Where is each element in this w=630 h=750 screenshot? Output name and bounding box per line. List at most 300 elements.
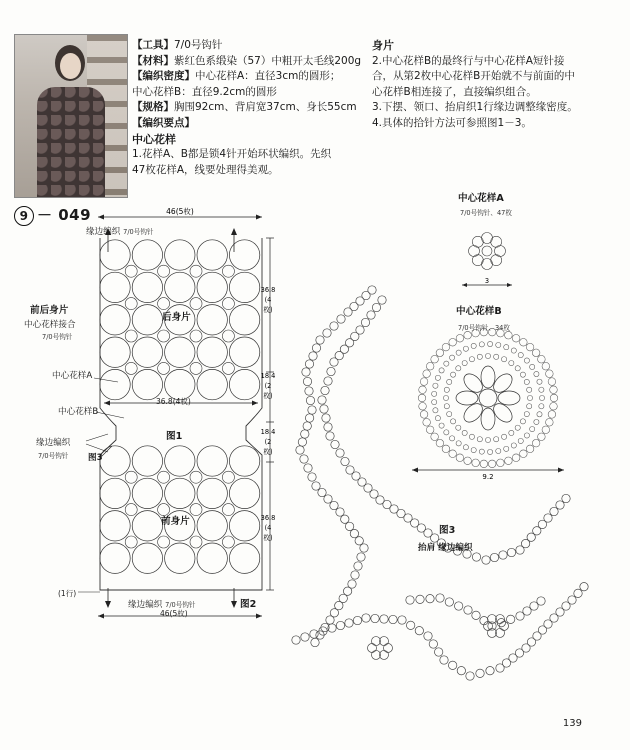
motif-b-ring-stitch <box>534 419 539 424</box>
motif-b-ring-stitch <box>501 434 506 439</box>
edging-loop <box>398 616 406 624</box>
edging-loop <box>337 315 345 323</box>
motif-b-ring-stitch <box>463 445 468 450</box>
edging-loop <box>367 311 375 319</box>
motif-b-ring-stitch <box>538 433 546 441</box>
back-motif-b <box>132 337 162 367</box>
back-motif-b <box>229 305 259 335</box>
right-dim-1-paren: (4 <box>264 296 272 304</box>
right-dim-2-unit: 枚) <box>263 392 273 400</box>
back-motif-a <box>190 330 202 342</box>
motif-b-info: 7/0号钩针、34枚 <box>458 324 510 332</box>
motif-b-ring-stitch <box>511 348 516 353</box>
edging-loop <box>415 626 423 634</box>
front-motif-a <box>125 471 137 483</box>
motif-b-ring-stitch <box>444 404 449 409</box>
motif-b-ring-stitch <box>462 430 467 435</box>
motif-b-ring-stitch <box>469 434 474 439</box>
back-motif-b <box>197 305 227 335</box>
motif-b-title: 中心花样B <box>456 306 502 317</box>
motif-b-ring-stitch <box>505 331 513 339</box>
body-line-2: 合，从第2枚中心花样B开始就不与前面的中 <box>372 70 575 83</box>
edging-loop <box>341 457 349 465</box>
edging-loop <box>336 621 344 629</box>
front-motif-a <box>158 471 170 483</box>
back-motif-b <box>197 240 227 270</box>
motif-b-ring-stitch <box>439 423 444 428</box>
motif-b-ring-stitch <box>527 404 532 409</box>
motif-a-diagram <box>469 233 506 270</box>
motif-b-ring-stitch <box>420 411 428 419</box>
edging-loop <box>323 329 331 337</box>
edging-loop <box>318 396 326 404</box>
motif-b-ring-stitch <box>449 450 457 458</box>
edging-loop <box>320 405 328 413</box>
front-motif-b <box>229 446 259 476</box>
top-edging-text: 缘边编织 <box>86 227 121 237</box>
motif-b-ring-stitch <box>432 400 437 405</box>
edging-loop <box>292 636 300 644</box>
motif-b-ring-stitch <box>532 349 540 357</box>
motif-b-ring-stitch <box>527 387 532 392</box>
edging-loop <box>341 515 349 523</box>
edging-loop <box>357 553 365 561</box>
motif-b-ring-stitch <box>431 355 439 363</box>
page-number: 139 <box>562 718 582 729</box>
motif-b-ring-stitch <box>444 387 449 392</box>
motif-b-ring-stitch <box>450 372 455 377</box>
back-motif-b <box>132 305 162 335</box>
motif-b-ring-stitch <box>526 445 534 453</box>
right-dim-1-unit: 枚) <box>263 306 273 314</box>
edging-flower-petal <box>488 628 497 637</box>
edging-loop <box>351 571 359 579</box>
motif-b-ring-stitch <box>463 346 468 351</box>
center-pattern-line-2: 47枚花样A，线要处理得美观。 <box>132 163 279 176</box>
edging-flower-petal <box>488 615 497 624</box>
right-dim-4-paren: (4 <box>264 524 272 532</box>
pattern-code: － 049 <box>37 206 92 224</box>
edging-loop <box>304 464 312 472</box>
motif-b-ring-stitch <box>537 379 542 384</box>
edging-loop <box>516 612 524 620</box>
motif-b-ring-stitch <box>524 379 529 384</box>
motif-b-ring-stitch <box>418 394 426 402</box>
motif-b-ring-stitch <box>509 360 514 365</box>
edging-loop <box>445 598 453 606</box>
edging-loop <box>305 414 313 422</box>
edging-loop <box>499 551 507 559</box>
top-edging-label <box>86 225 154 237</box>
edging-loop <box>440 656 448 664</box>
right-dim-2-paren: (2 <box>264 382 272 390</box>
motif-b-ring-stitch <box>420 378 428 386</box>
motif-b-ring-stitch <box>548 378 556 386</box>
front-motif-b <box>132 543 162 573</box>
edging-loop <box>466 672 474 680</box>
front-motif-a <box>190 471 202 483</box>
edging-loop <box>318 488 326 496</box>
edging-loop <box>544 514 552 522</box>
motif-b-ring-stitch <box>447 379 452 384</box>
edging-loop <box>416 595 424 603</box>
edging-loop <box>506 615 514 623</box>
edging-loop <box>482 556 490 564</box>
edging-loop <box>507 548 515 556</box>
back-panel-label: 后身片 <box>162 312 191 323</box>
edging-loop <box>316 336 324 344</box>
edging-flower-petal <box>384 644 393 653</box>
motif-b-ring-stitch <box>524 433 529 438</box>
edging-loop <box>556 501 564 509</box>
motif-b-ring-stitch <box>456 441 461 446</box>
edging-flower-petal <box>368 644 377 653</box>
body-line-1: 2.中心花样B的最终行与中心花样A短针接 <box>372 54 565 67</box>
back-motif-b <box>100 369 130 399</box>
back-motif-b <box>132 240 162 270</box>
motif-b-ring-stitch <box>520 419 525 424</box>
motif-b-ring-stitch <box>512 334 520 342</box>
motif-b-ring-stitch <box>494 437 499 442</box>
front-motif-b <box>197 478 227 508</box>
edging-loop <box>406 621 414 629</box>
edging-loop <box>344 308 352 316</box>
edging-loop <box>457 666 465 674</box>
edging-loop <box>301 633 309 641</box>
motif-b-ring-stitch <box>530 426 535 431</box>
motif-b-ring-stitch <box>449 355 454 360</box>
motif-b-ring-stitch <box>496 448 501 453</box>
right-dim-3-val: 18.4 <box>260 428 276 436</box>
front-panel-motifs <box>100 446 260 574</box>
front-motif-b <box>165 446 195 476</box>
edging-loop <box>361 318 369 326</box>
back-motif-b <box>100 337 130 367</box>
front-motif-a <box>222 504 234 516</box>
motif-b-ring-stitch <box>546 370 554 378</box>
front-panel-label: 前身片 <box>161 516 190 527</box>
motif-b-ring-stitch <box>524 411 529 416</box>
back-motif-a <box>222 362 234 374</box>
edging-pointer-label: 缘边编织 <box>36 438 71 448</box>
motif-b-ring-stitch <box>477 354 482 359</box>
motif-b-ring-stitch <box>520 338 528 346</box>
front-motif-b <box>165 478 195 508</box>
motif-b-ring-stitch <box>469 357 474 362</box>
edging-loop <box>380 615 388 623</box>
motif-b-ring-stitch <box>526 343 534 351</box>
motif-b-ring-stitch <box>550 386 558 394</box>
joining-hook: 7/0号钩针 <box>42 333 73 341</box>
motif-b-ring-stitch <box>432 391 437 396</box>
motif-b-ring-stitch <box>487 341 492 346</box>
back-motif-b <box>229 337 259 367</box>
front-motif-b <box>132 478 162 508</box>
edging-loop <box>306 396 314 404</box>
body-line-4: 3.下摆、领口、抬肩织1行缘边调整缘密度。 <box>372 101 578 114</box>
motif-b-ring-stitch <box>442 343 450 351</box>
edging-loop <box>406 596 414 604</box>
edging-loop <box>424 632 432 640</box>
gauge-value-2: 中心花样B：直径9.2cm的圆形 <box>132 85 277 98</box>
motif-b-dim: 9.2 <box>482 473 494 481</box>
back-motif-a <box>222 330 234 342</box>
edging-loop <box>330 322 338 330</box>
motif-b-ring-stitch <box>456 366 461 371</box>
motif-b-ring-stitch <box>539 387 544 392</box>
front-motif-b <box>132 446 162 476</box>
edging-loop <box>305 360 313 368</box>
edging-loop <box>353 616 361 624</box>
center-pattern-line-1: 1.花样A、B都是锁4针开始环状编织。先织 <box>132 148 332 161</box>
motif-b-petal <box>481 408 495 430</box>
edging-loop <box>530 602 538 610</box>
motif-b-ring-stitch <box>515 425 520 430</box>
figure-1-label: 图1 <box>166 431 183 442</box>
motif-b-ring-stitch <box>487 449 492 454</box>
edging-loop <box>345 619 353 627</box>
motif-b-ring-stitch <box>423 418 431 426</box>
material-key: 【材料】 <box>132 54 174 67</box>
motif-b-ring-stitch <box>436 349 444 357</box>
back-motif-b <box>197 337 227 367</box>
motif-b-ring-stitch <box>449 338 457 346</box>
gauge-key: 【编织密度】 <box>132 70 195 83</box>
back-motif-a <box>190 265 202 277</box>
motif-b-ring-stitch <box>532 439 540 447</box>
front-motif-b <box>229 543 259 573</box>
motif-b-pointer-label: 中心花样B <box>58 407 99 417</box>
edging-loop <box>324 377 332 385</box>
motif-b-ring-stitch <box>550 394 558 402</box>
edging-loop <box>464 606 472 614</box>
motif-b-ring-stitch <box>433 383 438 388</box>
row-1-label: (1行) <box>58 589 77 598</box>
front-motif-a <box>222 536 234 548</box>
motif-a-dim: 3 <box>484 277 490 285</box>
edging-loop <box>322 414 330 422</box>
back-motif-b <box>165 337 195 367</box>
motif-b-ring-stitch <box>497 459 505 467</box>
edging-loop <box>488 622 496 630</box>
edging-loop <box>523 607 531 615</box>
edging-loop <box>371 614 379 622</box>
edging-loop <box>389 615 397 623</box>
top-edging-hook: 7/0号钩针 <box>123 228 154 236</box>
motif-b-ring-stitch <box>524 358 529 363</box>
front-motif-b <box>197 446 227 476</box>
edging-loop <box>355 537 363 545</box>
edging-loop <box>562 494 570 502</box>
back-motif-a <box>222 298 234 310</box>
edging-loop <box>448 661 456 669</box>
back-motif-b <box>197 272 227 302</box>
motif-b-ring-stitch <box>439 368 444 373</box>
back-motif-b <box>197 369 227 399</box>
tool-key: 【工具】 <box>132 39 174 51</box>
bottom-edging-text: 缘边编织 <box>128 600 163 610</box>
front-motif-b <box>229 478 259 508</box>
edging-loop <box>454 602 462 610</box>
motif-b-ring-stitch <box>419 402 427 410</box>
back-motif-a <box>190 298 202 310</box>
edging-flower-petal <box>380 650 389 659</box>
points-key: 【编织要点】 <box>132 116 195 129</box>
motif-b-ring-stitch <box>456 350 461 355</box>
front-motif-a <box>190 504 202 516</box>
edging-loop <box>326 616 334 624</box>
edging-loop <box>330 501 338 509</box>
joining-label: 中心花样接合 <box>24 320 76 330</box>
motif-b-ring-stitch <box>542 362 550 370</box>
motif-b-ring-stitch <box>511 443 516 448</box>
front-motif-b <box>229 511 259 541</box>
motif-b-ring-stitch <box>509 430 514 435</box>
edging-loop <box>574 589 582 597</box>
motif-b-ring-stitch <box>494 354 499 359</box>
motif-b-ring-stitch <box>477 437 482 442</box>
back-motif-a <box>158 265 170 277</box>
motif-b-ring-stitch <box>546 418 554 426</box>
back-motif-b <box>100 272 130 302</box>
motif-b-ring-stitch <box>436 439 444 447</box>
motif-b-ring-stitch <box>426 362 434 370</box>
edging-loop <box>310 630 318 638</box>
motif-b-ring-stitch <box>471 447 476 452</box>
edging-loop <box>336 449 344 457</box>
gauge-value: 中心花样A：直径3cm的圆形； <box>195 70 341 83</box>
back-motif-b <box>165 240 195 270</box>
right-dim-4-unit: 枚) <box>263 534 273 542</box>
motif-b-ring-stitch <box>423 370 431 378</box>
motif-b-ring-stitch <box>538 355 546 363</box>
back-motif-b <box>132 272 162 302</box>
motif-b-diagram <box>418 328 558 467</box>
motif-b-ring-stitch <box>527 395 532 400</box>
motif-b-ring-stitch <box>479 342 484 347</box>
center-pattern-heading: 中心花样 <box>132 132 176 146</box>
pattern-circle-number: 9 <box>14 206 34 226</box>
edging-loop <box>312 482 320 490</box>
motif-a-pointer-label: 中心花样A <box>52 371 93 381</box>
size-value: 胸围92cm、背肩宽37cm、身长55cm <box>174 101 357 114</box>
figure-2-label: 图2 <box>240 599 257 610</box>
size-key: 【规格】 <box>132 101 174 114</box>
edging-loop <box>476 669 484 677</box>
motif-b-ring-stitch <box>443 395 448 400</box>
motif-b-ring-stitch <box>539 395 544 400</box>
edging-loop <box>326 432 334 440</box>
motif-b-ring-stitch <box>444 361 449 366</box>
body-heading: 身片 <box>372 39 394 52</box>
motif-b-ring-stitch <box>542 426 550 434</box>
edging-loop <box>429 640 437 648</box>
edging-loop <box>327 367 335 375</box>
motif-b-petal <box>481 366 495 388</box>
back-motif-b <box>165 272 195 302</box>
back-motif-b <box>229 369 259 399</box>
front-motif-a <box>125 504 137 516</box>
motif-b-ring-stitch <box>431 433 439 441</box>
back-motif-a <box>222 265 234 277</box>
motif-b-ring-stitch <box>501 357 506 362</box>
motif-b-ring-stitch <box>471 343 476 348</box>
edging-loop <box>472 553 480 561</box>
edging-flower-petal <box>372 650 381 659</box>
edging-loop <box>305 387 313 395</box>
edging-loop <box>321 386 329 394</box>
front-motif-a <box>190 536 202 548</box>
back-motif-a <box>158 298 170 310</box>
figure-3-caption: 抬肩 缘边编织 <box>418 543 473 553</box>
edging-loop <box>490 553 498 561</box>
right-dim-3-unit: 枚) <box>263 448 273 456</box>
motif-b-ring-stitch <box>534 371 539 376</box>
edging-loop <box>298 438 306 446</box>
motif-b-ring-stitch <box>537 412 542 417</box>
edging-loop <box>360 544 368 552</box>
edging-loop <box>350 529 358 537</box>
edging-loop <box>378 296 386 304</box>
motif-b-ring-stitch <box>505 457 513 465</box>
motif-b-ring-stitch <box>548 411 556 419</box>
edging-flower-petal <box>496 628 505 637</box>
top-dim-text: 46(5枚) <box>166 207 194 216</box>
edging-loop <box>426 594 434 602</box>
mid-dim-label: 36.8(4枚) <box>156 397 191 406</box>
back-motif-a <box>125 265 137 277</box>
motif-b-ring-stitch <box>472 459 480 467</box>
edging-loop <box>331 440 339 448</box>
motif-b-ring-stitch <box>504 345 509 350</box>
edging-loop <box>300 455 308 463</box>
motif-a-title: 中心花样A <box>458 193 504 204</box>
edging-loop <box>434 648 442 656</box>
armhole-edging-diagram <box>292 286 588 680</box>
body-line-5: 4.具体的拾针方法可参照图1－3。 <box>372 116 532 129</box>
edging-loop <box>309 352 317 360</box>
right-dim-3-paren: (2 <box>264 438 272 446</box>
front-back-heading: 前后身片 <box>30 305 69 316</box>
edging-loop <box>301 430 309 438</box>
front-motif-a <box>125 536 137 548</box>
motif-b-ring-stitch <box>530 364 535 369</box>
motif-a-petal <box>491 236 502 247</box>
motif-b-ring-stitch <box>550 402 558 410</box>
material-value: 紫红色系缎染（57）中粗开太毛线200g <box>174 54 362 67</box>
back-motif-a <box>190 362 202 374</box>
edging-loop <box>330 358 338 366</box>
edging-loop <box>303 422 311 430</box>
motif-b-ring-stitch <box>456 334 464 342</box>
motif-b-ring-stitch <box>504 446 509 451</box>
motif-b-ring-stitch <box>456 454 464 462</box>
edging-loop <box>362 614 370 622</box>
edging-loop <box>354 562 362 570</box>
motif-b-ring-stitch <box>442 445 450 453</box>
motif-b-ring-stitch <box>449 436 454 441</box>
front-motif-b <box>197 543 227 573</box>
front-motif-b <box>100 511 130 541</box>
figure-3-title: 图3 <box>439 525 456 536</box>
edging-loop <box>568 596 576 604</box>
bottom-dim-label: 46(5枚) <box>160 609 188 618</box>
edging-flower-petal <box>380 637 389 646</box>
edging-loop <box>436 594 444 602</box>
right-dim-1-val: 36.8 <box>260 286 276 294</box>
motif-b-ring-stitch <box>515 366 520 371</box>
edging-loop <box>311 638 319 646</box>
